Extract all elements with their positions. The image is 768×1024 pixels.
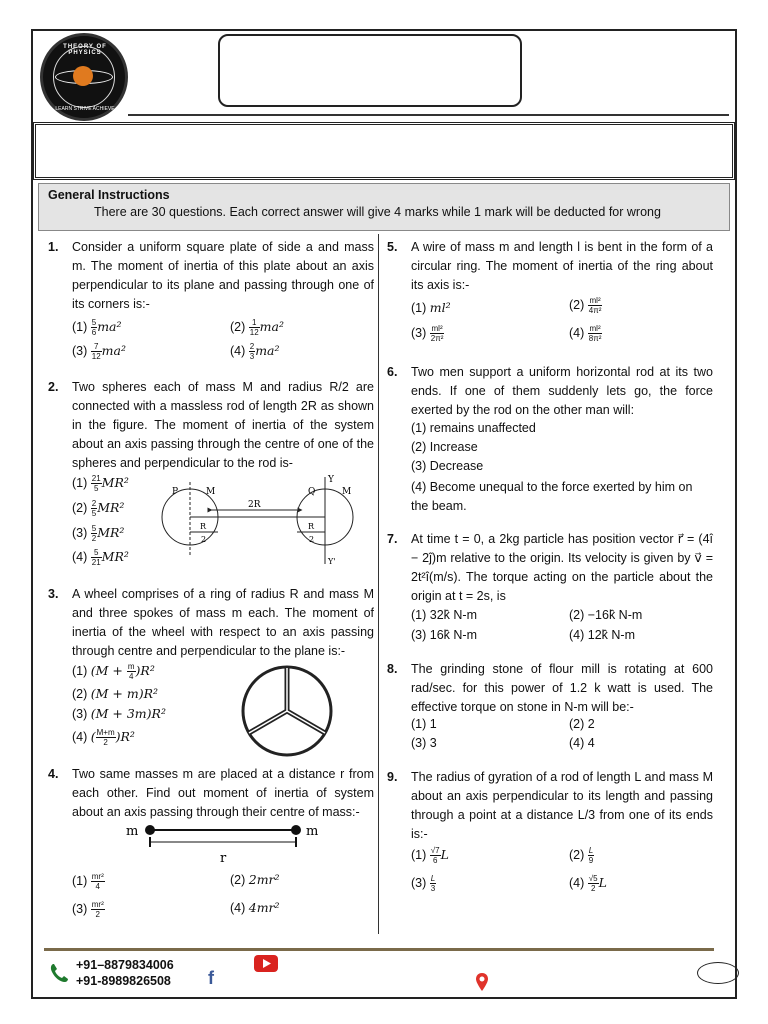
option: (4) $\frac{5}{21}$ MR²	[72, 548, 129, 567]
question-text: A wheel comprises of a ring of radius R and mass M and three spokes of mass m each. The moment of inertia of the wheel with respect to an axis passing through centre and perpendicular to the plane is:-	[72, 587, 374, 658]
question-number: 6.	[387, 365, 398, 379]
logo-atom	[73, 66, 93, 86]
option: (4) $\frac{\text{ml²}}{\text{8π²}}$	[569, 324, 602, 343]
option: (2) $\frac{1}{12}$ ma²	[230, 318, 284, 337]
phone-number-1: +91–8879834006	[76, 958, 174, 972]
question-8	[387, 660, 713, 717]
option: (4) ( $\frac{M+m}{2}$ )R²	[72, 728, 135, 747]
two-masses-diagram	[120, 820, 330, 866]
header-rule	[128, 114, 729, 116]
option: (3) $\frac{\text{mr²}}{2}$	[72, 900, 104, 919]
label-2r: 2R	[248, 500, 261, 510]
label-r1: R	[200, 522, 207, 531]
option: (1) $\frac{√7}{6}$ L	[411, 846, 449, 865]
label-m2: m	[306, 824, 319, 839]
question-number: 9.	[387, 770, 398, 784]
question-text: Two men support a uniform horizontal rod at its two ends. If one of them suddenly lets go, the force exerted by the rod on the other man will:	[411, 365, 713, 417]
label-m2: M	[342, 487, 352, 497]
question-7	[387, 530, 713, 606]
page-number-oval	[697, 962, 739, 984]
option: (3) $\frac{7}{12}$ ma²	[72, 342, 126, 361]
option: (2) $\frac{2}{5}$ MR²	[72, 499, 125, 518]
question-text: The radius of gyration of a rod of length L and mass M about an axis perpendicular to its length and passing through a point at a distance L/3 from one of its ends is:-	[411, 770, 713, 841]
option: (4) Become unequal to the force exerted by him on the beam.	[411, 480, 693, 513]
question-number: 4.	[48, 767, 59, 781]
label-y: Y	[328, 475, 334, 485]
label-m1: m	[126, 824, 139, 839]
wheel-diagram	[238, 662, 336, 760]
question-6	[387, 363, 713, 420]
option: (2) Increase	[411, 440, 478, 454]
label-half2: 2	[309, 535, 315, 544]
option: (1) (M + $\frac{m}{4}$ )R²	[72, 662, 155, 681]
option: (2) 2mr²	[230, 872, 280, 887]
option: (1) $\frac{\text{mr²}}{4}$	[72, 872, 104, 891]
label-q: Q	[308, 487, 316, 497]
option: (2) $\frac{\text{ml²}}{\text{4π²}}$	[569, 296, 602, 315]
label-r: r	[220, 851, 227, 866]
option: (4) 4mr²	[230, 900, 280, 915]
question-text: The grinding stone of flour mill is rotating at 600 rad/sec. for this power of 1.2 k watt is used. The effective torque on stone in N-m will be:-	[411, 662, 713, 714]
question-number: 1.	[48, 240, 59, 254]
option: (2) 2	[569, 717, 595, 731]
label-half1: 2	[201, 535, 207, 544]
question-number: 3.	[48, 587, 59, 601]
logo-top-text: THEORY OF PHYSICS	[63, 44, 107, 56]
logo	[40, 33, 128, 121]
general-instructions	[38, 183, 730, 231]
option: (3) 16k̂ N-m	[411, 628, 477, 642]
question-number: 7.	[387, 532, 398, 546]
option: (3) 3	[411, 736, 437, 750]
question-3	[48, 585, 374, 661]
question-number: 8.	[387, 662, 398, 676]
question-text: Two same masses m are placed at a distance r from each other. Find out moment of inertia of system about an axis passing through their centre of mass:-	[72, 767, 374, 819]
phone-icon	[48, 962, 70, 984]
instructions-heading: General Instructions	[48, 188, 170, 202]
option: (1) $\frac{5}{6}$ ma²	[72, 318, 122, 337]
phone-number-2: +91-8989826508	[76, 974, 171, 988]
label-r2: R	[308, 522, 315, 531]
question-text: At time t = 0, a 2kg particle has position vector r⃗ = (4î − 2ĵ)m relative to the origin. Its velocity is given by v⃗ = 2t²î(m/s). The torque acting on the particle about the origin at t = 2s, is	[411, 532, 713, 603]
option: (3) (M + 3m)R²	[72, 706, 166, 721]
option: (4) $\frac{2}{3}$ ma²	[230, 342, 280, 361]
option: (1) remains unaffected	[411, 421, 536, 435]
location-pin-icon[interactable]	[475, 972, 489, 992]
column-divider	[378, 234, 379, 934]
question-number: 5.	[387, 240, 398, 254]
youtube-icon[interactable]	[254, 955, 278, 972]
option: (4) $\frac{√5}{2}$ L	[569, 874, 607, 893]
question-5	[387, 238, 713, 295]
question-text: Consider a uniform square plate of side a and mass m. The moment of inertia of this plate about an axis perpendicular to its plane and passing through one of its corners is:-	[72, 240, 374, 311]
question-text: Two spheres each of mass M and radius R/2 are connected with a massless rod of length 2R as shown in the figure. The moment of inertia of the system about an axis passing through the centre of one of the spheres and perpendicular to the rod is-	[72, 380, 374, 470]
option: (1) $\frac{21}{5}$ MR²	[72, 474, 129, 493]
option: (1) 1	[411, 717, 437, 731]
two-spheres-diagram	[160, 472, 360, 572]
question-2	[48, 378, 374, 473]
question-1	[48, 238, 374, 314]
option: (3) $\frac{L}{3}$	[411, 874, 436, 893]
option: (4) 4	[569, 736, 595, 750]
option: (3) $\frac{5}{2}$ MR²	[72, 524, 125, 543]
option: (2) $\frac{L}{9}$	[569, 846, 594, 865]
footer-rule	[44, 948, 714, 951]
question-text: A wire of mass m and length l is bent in the form of a circular ring. The moment of inertia of the ring about its axis is:-	[411, 240, 713, 292]
label-m1: M	[206, 487, 216, 497]
question-4	[48, 765, 374, 822]
facebook-icon[interactable]: f	[208, 968, 214, 988]
question-9	[387, 768, 713, 844]
question-number: 2.	[48, 380, 59, 394]
instructions-body: There are 30 questions. Each correct answer will give 4 marks while 1 mark will be deducted for wrong	[94, 205, 661, 219]
banner-box	[33, 122, 735, 180]
option: (1) ml²	[411, 300, 451, 315]
option: (4) 12k̂ N-m	[569, 628, 635, 642]
logo-bottom-text: LEARN STRIVE ACHIEVE	[55, 106, 115, 112]
option: (3) Decrease	[411, 459, 484, 473]
option: (2) −16k̂ N-m	[569, 608, 643, 622]
option: (3) $\frac{\text{ml²}}{\text{2π²}}$	[411, 324, 444, 343]
option: (2) (M + m)R²	[72, 686, 158, 701]
title-box	[218, 34, 522, 107]
label-yprime: Y'	[328, 557, 336, 566]
label-p: P	[172, 487, 179, 497]
option: (1) 32k̂ N-m	[411, 608, 477, 622]
